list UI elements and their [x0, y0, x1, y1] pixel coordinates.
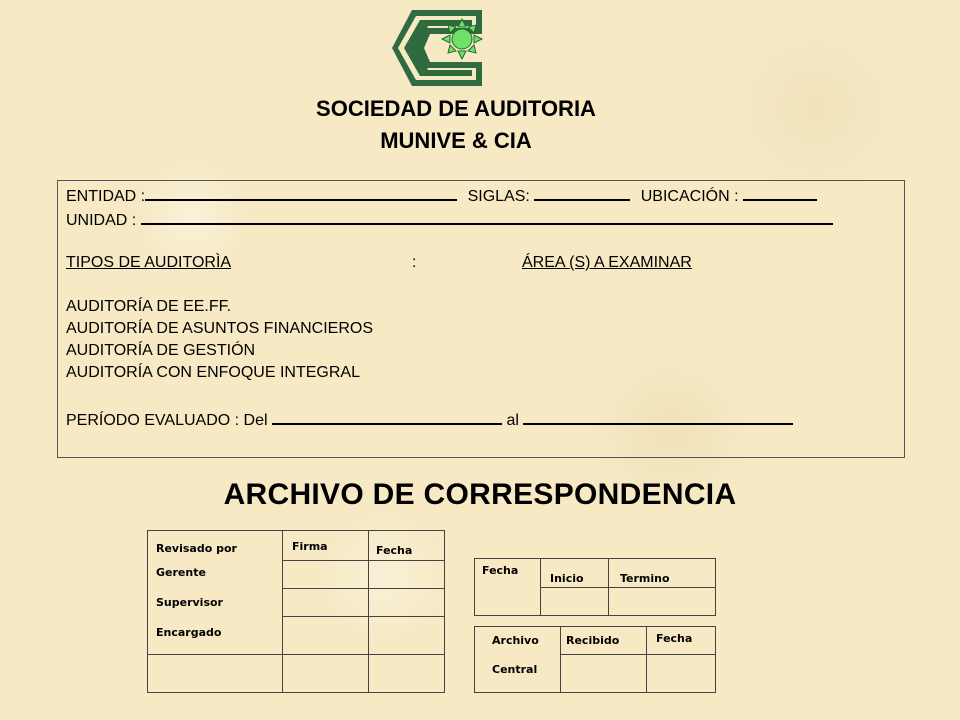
siglas-blank: [534, 185, 630, 201]
tipos-colon: :: [412, 254, 417, 271]
siglas-label: SIGLAS:: [467, 188, 530, 205]
company-name: SOCIEDAD DE AUDITORIA: [316, 96, 596, 121]
area-label: ÁREA (S) A EXAMINAR: [522, 254, 692, 271]
ubicacion-label: UBICACIÓN :: [640, 188, 739, 205]
unidad-label: UNIDAD :: [66, 212, 137, 229]
ubicacion-blank: [743, 185, 817, 201]
audit-type-2: AUDITORÍA DE ASUNTOS FINANCIEROS: [66, 320, 374, 337]
company-logo-icon: [384, 8, 494, 88]
company-subname: MUNIVE & CIA: [380, 128, 532, 153]
review-row-supervisor: Supervisor: [156, 596, 223, 609]
review-header-fecha: Fecha: [376, 544, 413, 557]
unidad-blank: [141, 209, 833, 225]
periodo-row: [66, 409, 793, 431]
review-header-revisado: Revisado por: [156, 542, 237, 555]
archive-header-recibido: Recibido: [566, 634, 620, 647]
archive-header-archivo: Archivo: [492, 634, 539, 647]
date-header-fecha: Fecha: [482, 564, 519, 577]
archive-header-central: Central: [492, 663, 538, 676]
audit-info-box: [57, 180, 905, 458]
date-header-termino: Termino: [620, 572, 670, 585]
periodo-from-blank: [272, 409, 502, 425]
main-title: ARCHIVO DE CORRESPONDENCIA: [223, 478, 737, 511]
periodo-to-blank: [523, 409, 793, 425]
tipos-label: TIPOS DE AUDITORÌA: [66, 254, 232, 271]
unidad-row: [66, 209, 833, 231]
audit-type-1: AUDITORÍA DE EE.FF.: [66, 298, 232, 315]
review-header-firma: Firma: [292, 540, 328, 553]
date-header-inicio: Inicio: [550, 572, 584, 585]
review-row-encargado: Encargado: [156, 626, 222, 639]
audit-type-3: AUDITORÍA DE GESTIÓN: [66, 342, 256, 359]
entidad-blank: [145, 185, 457, 201]
entidad-label: ENTIDAD :: [66, 188, 146, 205]
entidad-row: [66, 185, 817, 207]
audit-type-4: AUDITORÍA CON ENFOQUE INTEGRAL: [66, 364, 360, 381]
archive-header-fecha: Fecha: [656, 632, 693, 645]
review-row-gerente: Gerente: [156, 566, 206, 579]
al-label: al: [506, 412, 519, 429]
periodo-label: PERÍODO EVALUADO : Del: [66, 412, 268, 429]
